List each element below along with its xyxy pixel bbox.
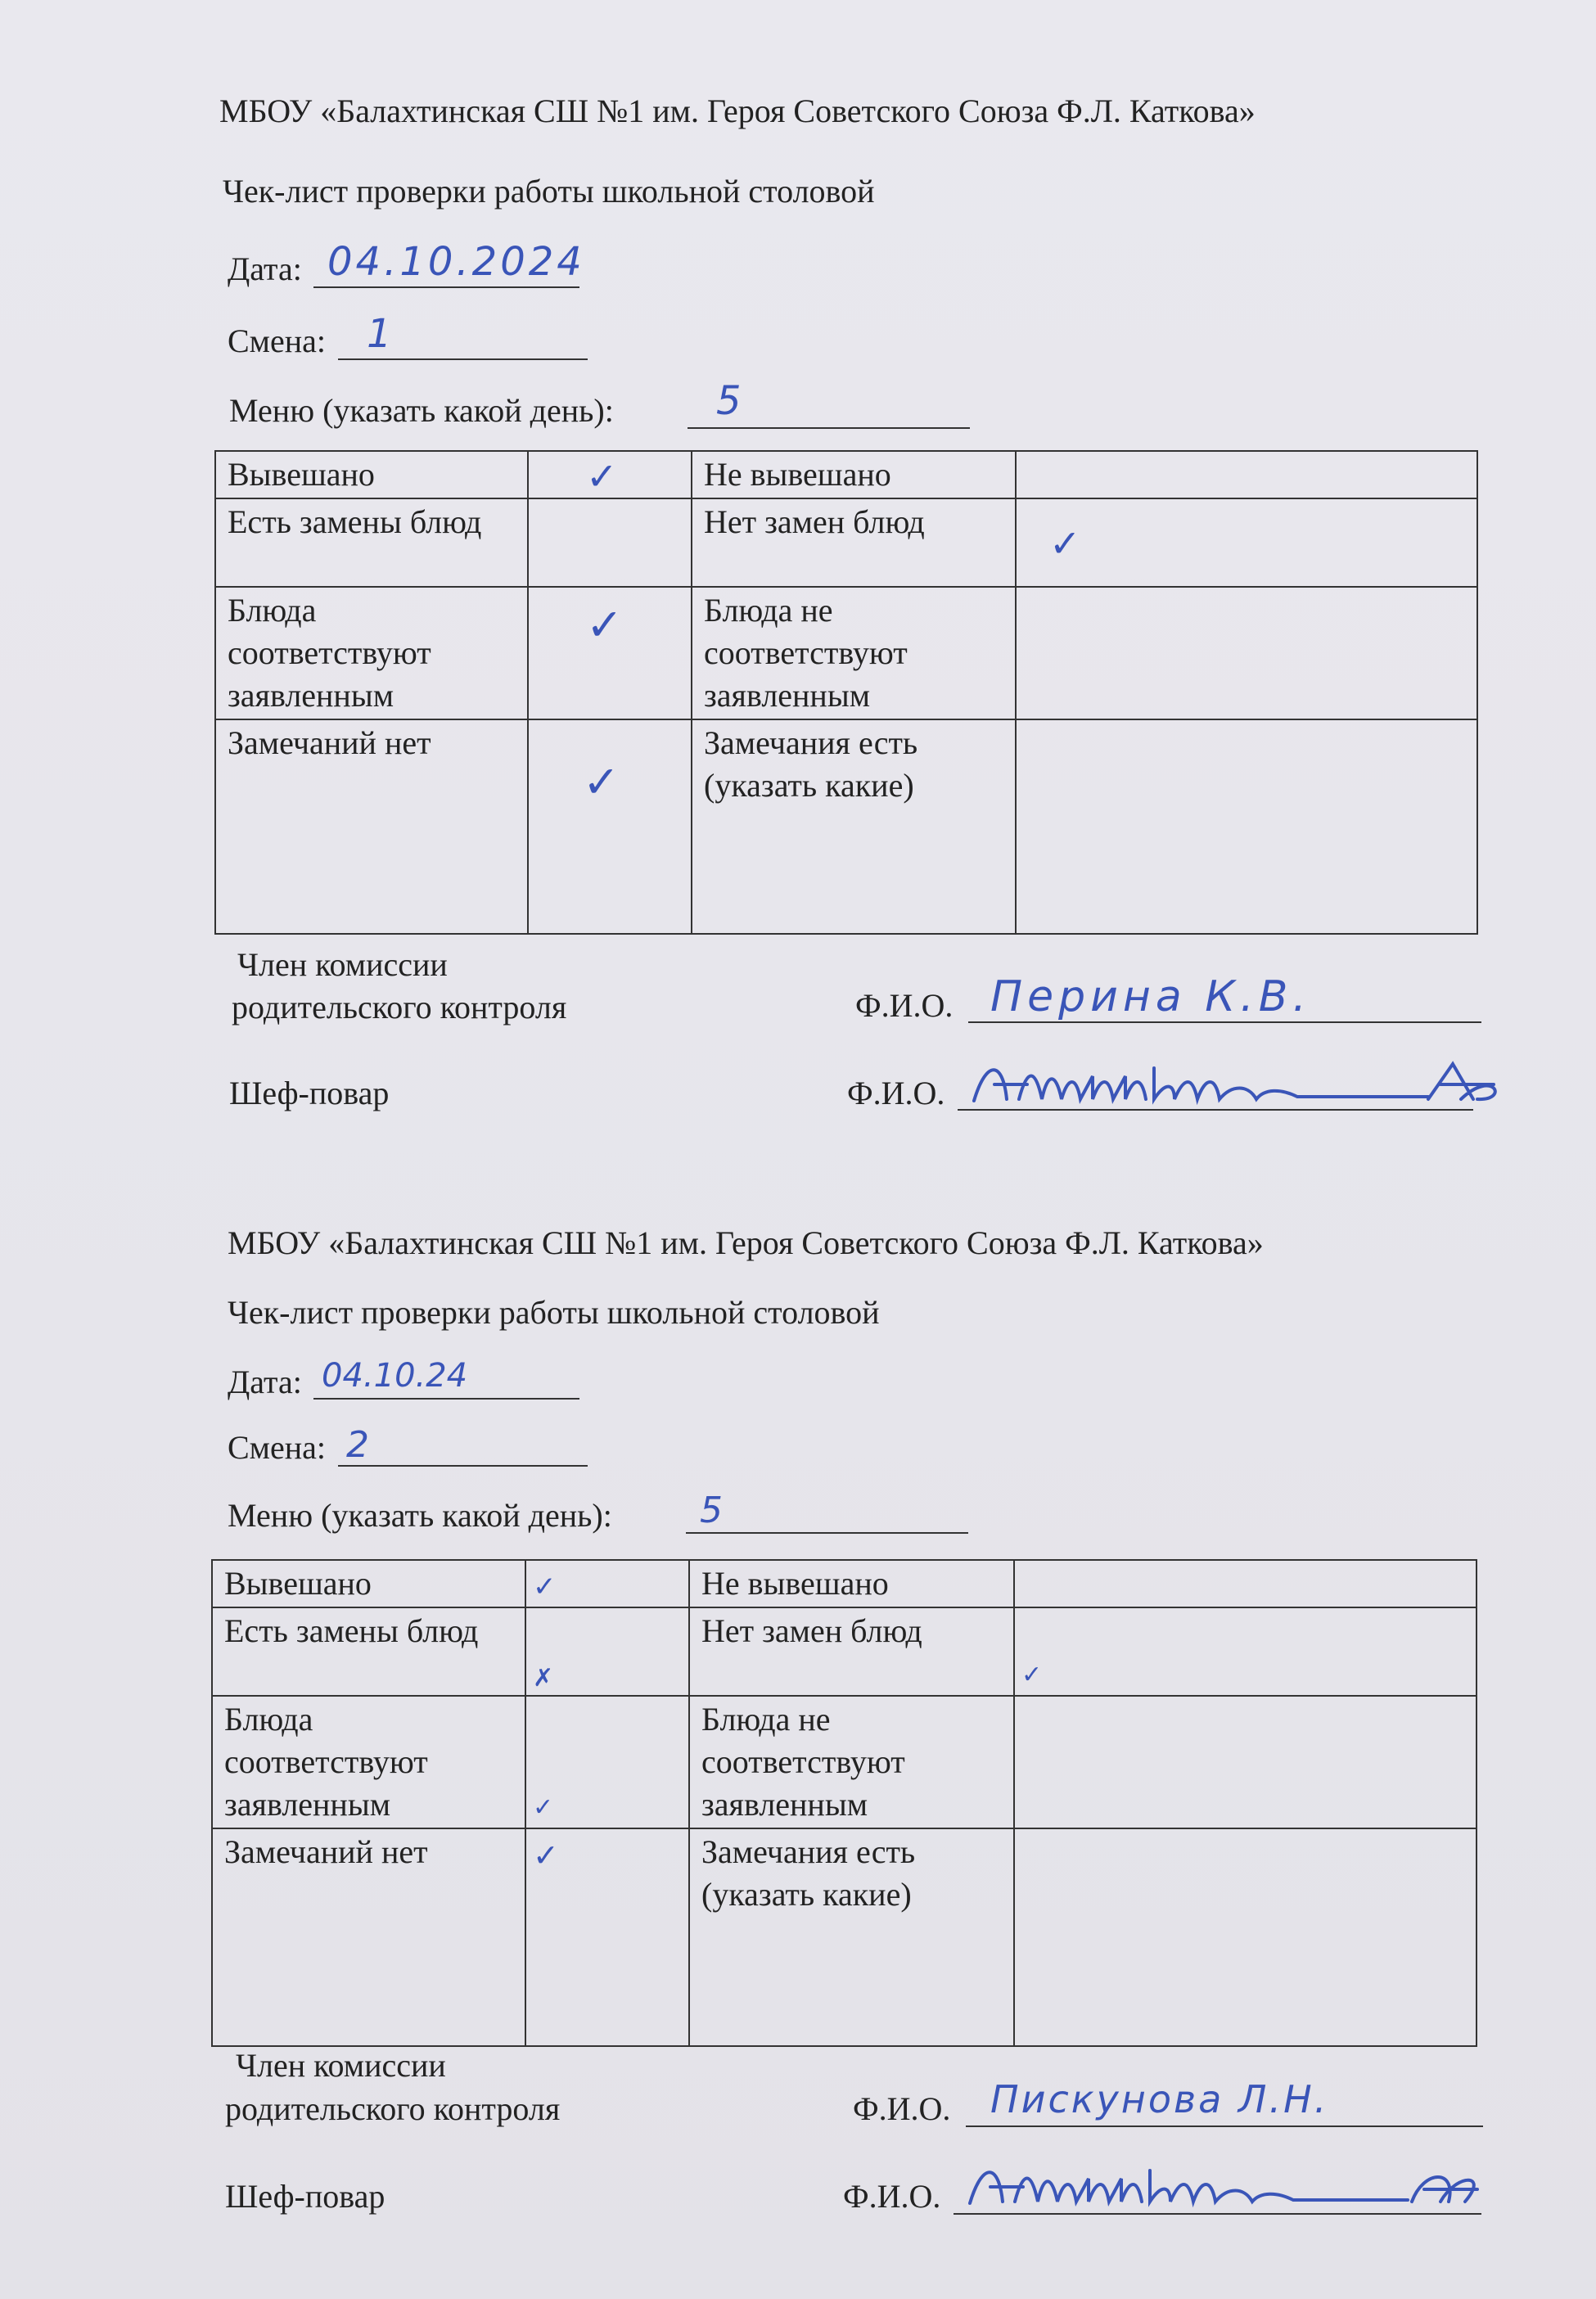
check-cell[interactable] [1016, 587, 1477, 719]
date-underline [313, 286, 579, 288]
menu-underline [688, 427, 970, 429]
cell-label: Нет замен блюд [689, 1607, 1014, 1696]
school-name: МБОУ «Балахтинская СШ №1 им. Героя Советского Союза Ф.Л. Каткова» [219, 92, 1256, 129]
date-label: Дата: [228, 250, 302, 287]
date-value[interactable]: 04.10.2024 [327, 239, 585, 285]
check-cell[interactable] [1016, 498, 1477, 587]
check-cell[interactable] [525, 1607, 689, 1696]
member-fio-label: Ф.И.О. [855, 987, 954, 1024]
table-row [212, 1828, 1477, 2046]
menu-value[interactable]: 5 [700, 1490, 723, 1531]
check-cell[interactable] [1016, 451, 1477, 498]
check-cell[interactable] [525, 1696, 689, 1828]
check-cell[interactable] [525, 1560, 689, 1607]
check-mark: ✓ [586, 454, 618, 498]
shift-underline [338, 1465, 588, 1467]
cell-label: Нет замен блюд [692, 498, 1016, 587]
chef-fio-label: Ф.И.О. [843, 2178, 941, 2215]
date-value[interactable]: 04.10.24 [322, 1357, 468, 1395]
date-underline [313, 1398, 579, 1400]
member-label-line2: родительского контроля [232, 989, 567, 1026]
check-mark: ✓ [533, 1793, 554, 1822]
menu-label: Меню (указать какой день): [228, 1497, 612, 1534]
check-mark: ✓ [583, 756, 620, 808]
check-cell[interactable] [528, 719, 692, 934]
school-name: МБОУ «Балахтинская СШ №1 им. Героя Советского Союза Ф.Л. Каткова» [228, 1224, 1264, 1261]
member-fio-underline [966, 2125, 1483, 2127]
check-cell[interactable] [1016, 719, 1477, 934]
check-cell[interactable] [1014, 1828, 1477, 2046]
menu-underline [686, 1532, 968, 1534]
member-label-line1: Член комиссии [236, 2047, 446, 2084]
cell-label: Замечаний нет [212, 1828, 525, 2046]
cell-label: Вывешано [215, 451, 528, 498]
check-cell[interactable] [1014, 1560, 1477, 1607]
chef-label: Шеф-повар [229, 1075, 390, 1111]
cell-label: Не вывешано [689, 1560, 1014, 1607]
table-row [212, 1696, 1477, 1828]
cell-label: Есть замены блюд [212, 1607, 525, 1696]
shift-value[interactable]: 2 [346, 1424, 369, 1466]
cell-label: Не вывешано [692, 451, 1016, 498]
date-label: Дата: [228, 1364, 302, 1400]
member-fio-label: Ф.И.О. [853, 2090, 951, 2127]
cell-label: Вывешано [212, 1560, 525, 1607]
check-cell[interactable] [528, 587, 692, 719]
chef-fio-label: Ф.И.О. [847, 1075, 945, 1111]
cell-label: Блюда не соответствуют заявленным [692, 587, 1016, 719]
checklist-table [211, 1559, 1477, 2047]
cell-label: Блюда соответствуют заявленным [212, 1696, 525, 1828]
check-cell[interactable] [528, 498, 692, 587]
table-row [215, 451, 1477, 498]
check-mark: ✓ [1021, 1661, 1043, 1689]
check-mark: ✗ [533, 1664, 554, 1693]
cell-label: Замечаний нет [215, 719, 528, 934]
check-cell[interactable] [1014, 1696, 1477, 1828]
table-row [212, 1560, 1477, 1607]
form-title: Чек-лист проверки работы школьной столовой [223, 173, 875, 210]
chef-label: Шеф-повар [225, 2178, 385, 2215]
table-row [212, 1607, 1477, 1696]
check-mark: ✓ [1049, 521, 1081, 566]
chef-signature [966, 2152, 1490, 2218]
shift-underline [338, 358, 588, 360]
cell-label: Блюда соответствуют заявленным [215, 587, 528, 719]
check-cell[interactable] [525, 1828, 689, 2046]
shift-label: Смена: [228, 322, 327, 359]
check-cell[interactable] [1014, 1607, 1477, 1696]
member-label-line2: родительского контроля [225, 2090, 561, 2127]
table-row [215, 587, 1477, 719]
check-mark: ✓ [586, 599, 624, 651]
table-row [215, 498, 1477, 587]
cell-label: Замечания есть (указать какие) [689, 1828, 1014, 2046]
check-mark: ✓ [533, 1571, 557, 1603]
member-signature-name[interactable]: Перина К.В. [990, 972, 1311, 1021]
menu-value[interactable]: 5 [716, 378, 742, 424]
shift-value[interactable]: 1 [367, 311, 392, 357]
member-label-line1: Член комиссии [237, 946, 448, 983]
cell-label: Есть замены блюд [215, 498, 528, 587]
check-mark: ✓ [533, 1837, 559, 1873]
checklist-table [214, 450, 1478, 935]
shift-label: Смена: [228, 1429, 327, 1466]
member-signature-name[interactable]: Пискунова Л.Н. [990, 2077, 1329, 2121]
cell-label: Замечания есть (указать какие) [692, 719, 1016, 934]
chef-signature [970, 1052, 1510, 1117]
cell-label: Блюда не соответствуют заявленным [689, 1696, 1014, 1828]
form-title: Чек-лист проверки работы школьной столовой [228, 1294, 880, 1331]
member-fio-underline [968, 1021, 1481, 1023]
menu-label: Меню (указать какой день): [229, 392, 614, 429]
table-row [215, 719, 1477, 934]
check-cell[interactable] [528, 451, 692, 498]
